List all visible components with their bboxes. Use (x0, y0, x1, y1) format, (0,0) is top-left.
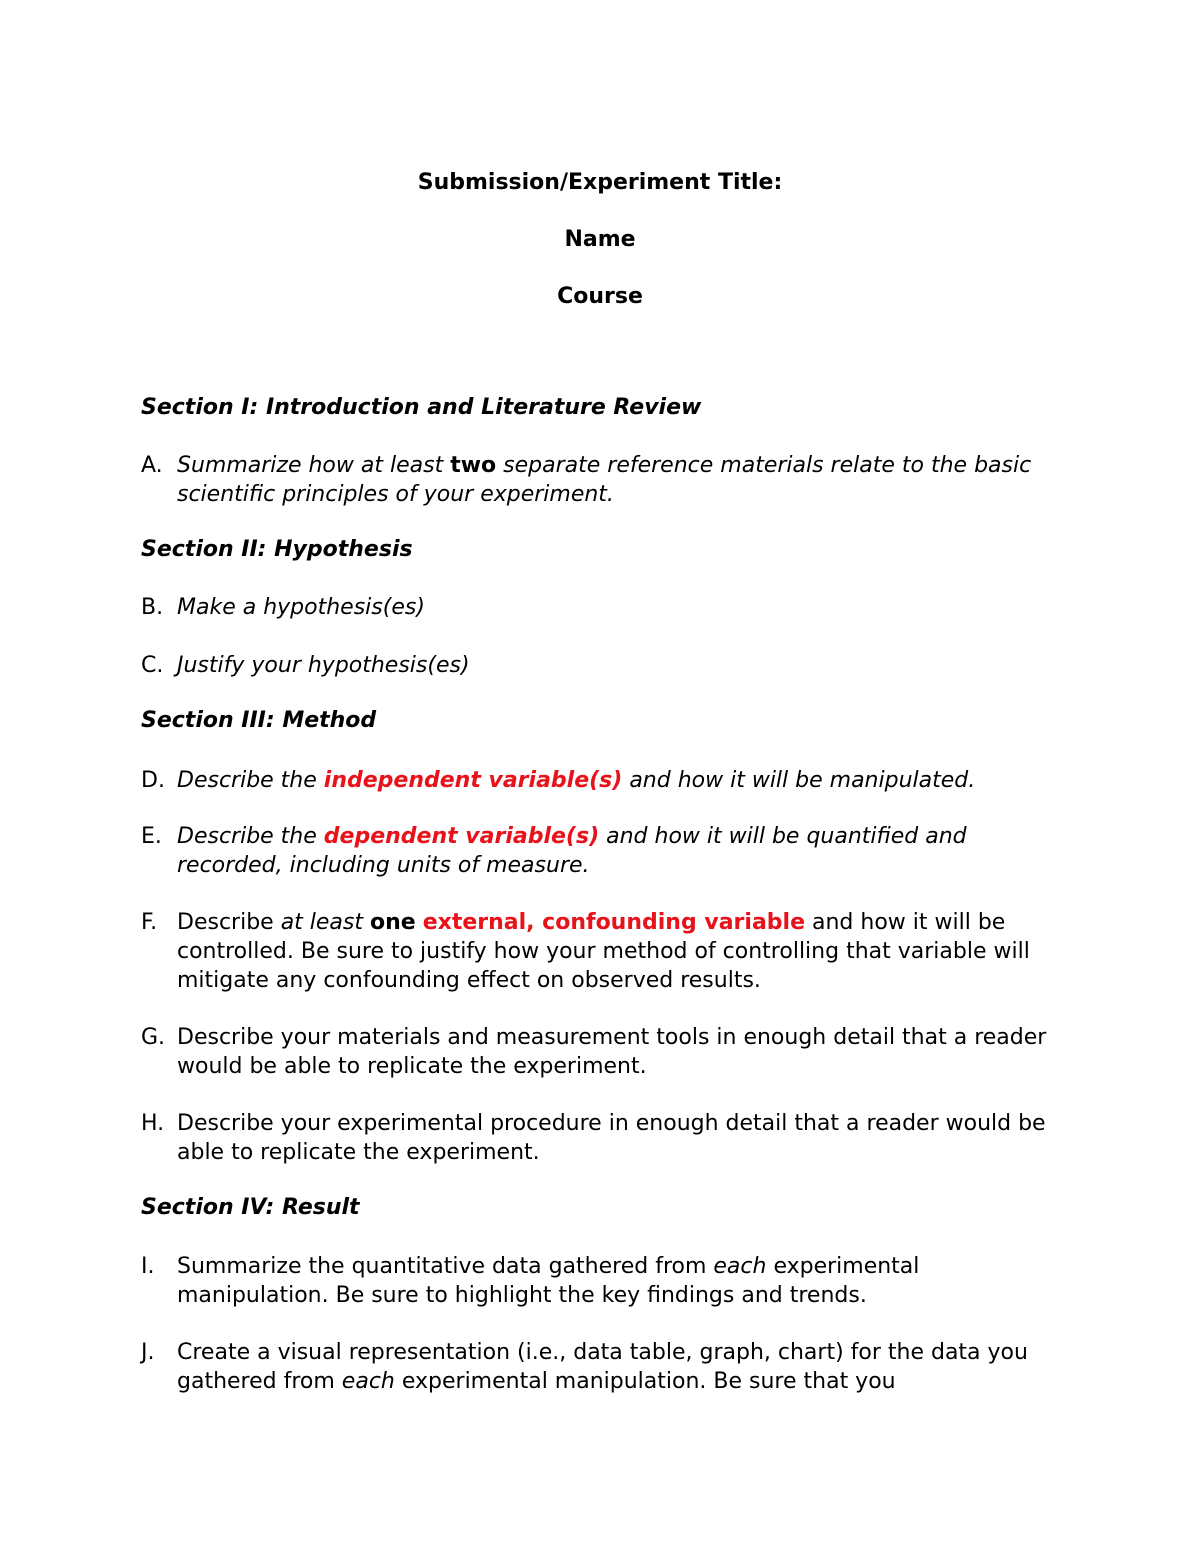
item-b (141, 593, 1061, 622)
item-b-text: Make a hypothesis(es) (177, 595, 425, 620)
item-a-text-2: separate reference materials relate to the basic scientific principles of your experiment. (177, 453, 1032, 507)
experiment-title-label: Submission/Experiment Title: (417, 170, 783, 195)
item-d-text-1: Describe the (177, 768, 324, 793)
item-e-text (177, 822, 1061, 880)
item-a (141, 451, 1061, 509)
item-j-text-1: Create a visual representation (i.e., data table, graph, chart) for the data you gathered from (177, 1340, 1028, 1394)
item-i-text (177, 1252, 1061, 1310)
item-g-text: Describe your materials and measurement tools in enough detail that a reader would be able to replicate the experiment. (177, 1025, 1047, 1079)
section-2-heading: Section II: Hypothesis (141, 537, 413, 562)
item-c-letter: C. (141, 653, 164, 678)
item-e-text-2: and how it will be quantified and recorded, including units of measure. (177, 824, 967, 878)
item-a-text (177, 451, 1061, 509)
item-i-text-1: Summarize the quantitative data gathered from (177, 1254, 714, 1279)
item-g-letter: G. (141, 1025, 166, 1050)
item-f-text-1: Describe (177, 910, 281, 935)
item-d (141, 766, 1061, 795)
item-j-letter: J. (141, 1340, 155, 1365)
item-g (141, 1023, 1061, 1081)
item-h-text: Describe your experimental procedure in enough detail that a reader would be able to replicate the experiment. (177, 1111, 1046, 1165)
item-j-text (177, 1338, 1061, 1396)
item-f (141, 908, 1061, 995)
item-c-text: Justify your hypothesis(es) (177, 653, 470, 678)
item-c (141, 651, 1061, 680)
name-label: Name (564, 227, 636, 252)
item-f-text (177, 908, 1061, 995)
item-d-text-2: and how it will be manipulated. (622, 768, 976, 793)
item-j-text-2: experimental manipulation. Be sure that you (394, 1369, 896, 1394)
item-h (141, 1109, 1061, 1167)
item-f-at-least: at least (280, 910, 364, 935)
item-a-emphasis: two (450, 453, 497, 478)
item-j-each: each (341, 1369, 395, 1394)
section-1-heading: Section I: Introduction and Literature Review (141, 395, 702, 420)
item-f-space-2 (416, 910, 423, 935)
item-j (141, 1338, 1061, 1396)
item-e (141, 822, 1061, 880)
section-3-heading: Section III: Method (141, 708, 377, 733)
item-b-letter: B. (141, 595, 164, 620)
item-h-letter: H. (141, 1111, 165, 1136)
section-4-heading: Section IV: Result (141, 1195, 360, 1220)
item-f-letter: F. (141, 910, 158, 935)
item-i-letter: I. (141, 1254, 155, 1279)
item-a-text-1: Summarize how at least (177, 453, 451, 478)
item-i-text-2: experimental manipulation. Be sure to highlight the key findings and trends. (177, 1254, 920, 1308)
item-f-space-1 (363, 910, 370, 935)
item-f-one: one (370, 910, 416, 935)
dependent-variable-highlight: dependent variable(s) (323, 824, 600, 849)
item-e-text-1: Describe the (177, 824, 324, 849)
course-label: Course (557, 284, 643, 309)
independent-variable-highlight: independent variable(s) (323, 768, 623, 793)
item-d-text (177, 766, 1061, 795)
item-a-letter: A. (141, 453, 163, 478)
item-i (141, 1252, 1061, 1310)
item-i-each: each (713, 1254, 767, 1279)
item-f-text-2: and how it will be controlled. Be sure to justify how your method of controlling that variable will mitigate any confounding effect on observed results. (177, 910, 1030, 993)
item-e-letter: E. (141, 824, 162, 849)
confounding-variable-highlight: external, confounding variable (422, 910, 806, 935)
item-d-letter: D. (141, 768, 165, 793)
